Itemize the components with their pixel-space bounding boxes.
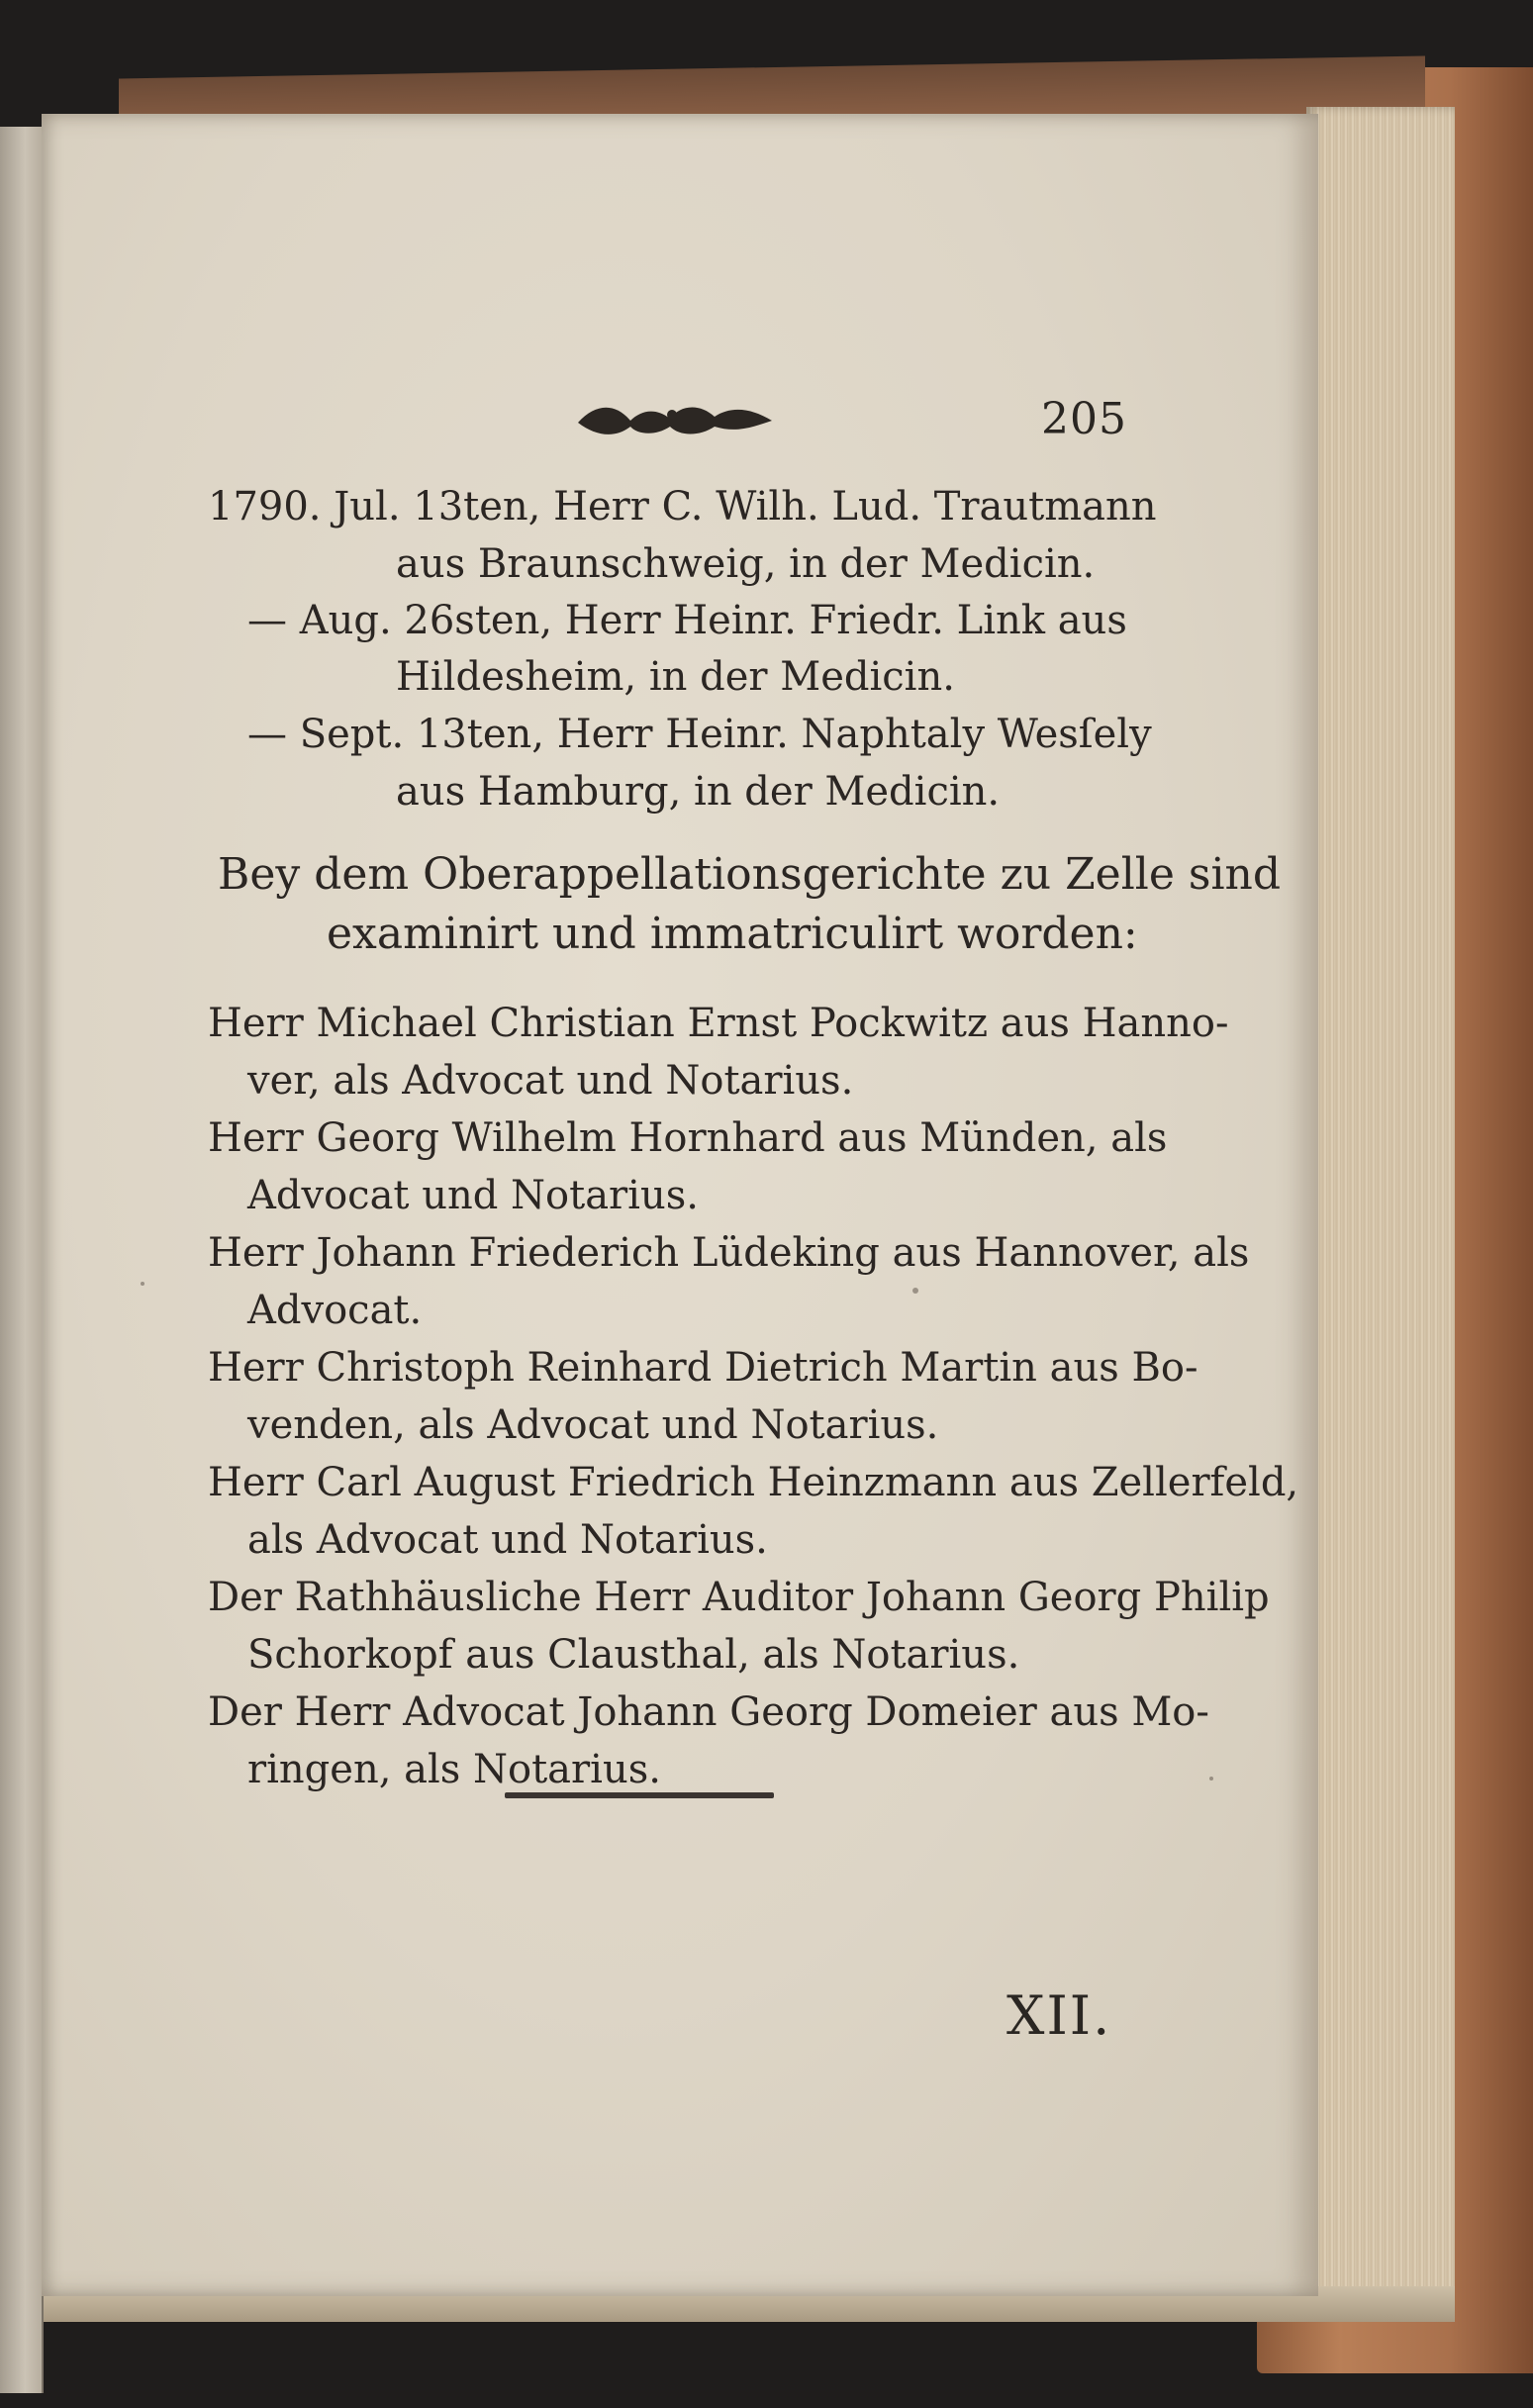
paper-speck — [1209, 1777, 1213, 1781]
entry-line-3: — Aug. 26sten, Herr Heinr. Friedr. Link aus — [247, 598, 1127, 643]
person-line-4: Advocat und Notarius. — [247, 1173, 699, 1218]
facing-page-edge — [0, 127, 44, 2393]
page-number: 205 — [1041, 394, 1127, 444]
book-page — [42, 114, 1318, 2296]
person-line-10: als Advocat und Notarius. — [247, 1517, 768, 1563]
page-edges — [1306, 107, 1455, 2299]
person-line-8: venden, als Advocat und Notarius. — [247, 1402, 939, 1448]
person-line-11: Der Rathhäusliche Herr Auditor Johann Georg Philip — [208, 1575, 1270, 1620]
header-ornament — [576, 393, 774, 442]
person-line-6: Advocat. — [247, 1288, 423, 1333]
entry-line-4: Hildesheim, in der Medicin. — [396, 654, 955, 700]
heading-line-2: examinirt und immatriculirt worden: — [327, 909, 1138, 959]
paper-speck — [912, 1288, 918, 1294]
person-line-7: Herr Christoph Reinhard Dietrich Martin aus Bo- — [208, 1345, 1198, 1391]
person-line-3: Herr Georg Wilhelm Hornhard aus Münden, als — [208, 1115, 1168, 1161]
entry-line-2: aus Braunschweig, in der Medicin. — [396, 541, 1096, 587]
person-line-5: Herr Johann Friederich Lüdeking aus Hannover, als — [208, 1230, 1250, 1276]
entry-line-6: aus Hamburg, in der Medicin. — [396, 769, 1001, 815]
heading-line-1: Bey dem Oberappellationsgerichte zu Zelle sind — [218, 849, 1282, 900]
person-line-14: ringen, als Notarius. — [247, 1747, 661, 1792]
entry-line-1: 1790. Jul. 13ten, Herr C. Wilh. Lud. Trautmann — [208, 484, 1157, 530]
person-line-12: Schorkopf aus Clausthal, als Notarius. — [247, 1632, 1020, 1678]
person-line-2: ver, als Advocat und Notarius. — [247, 1058, 854, 1104]
person-line-13: Der Herr Advocat Johann Georg Domeier aus Mo- — [208, 1689, 1209, 1735]
person-line-9: Herr Carl August Friedrich Heinzmann aus Zellerfeld, — [208, 1460, 1299, 1505]
section-rule — [505, 1792, 774, 1798]
entry-line-5: — Sept. 13ten, Herr Heinr. Naphtaly Wesſely — [247, 712, 1152, 757]
catchword: XII. — [1006, 1984, 1112, 2047]
paper-speck — [141, 1282, 144, 1286]
person-line-1: Herr Michael Christian Ernst Pockwitz aus Hanno- — [208, 1001, 1229, 1046]
